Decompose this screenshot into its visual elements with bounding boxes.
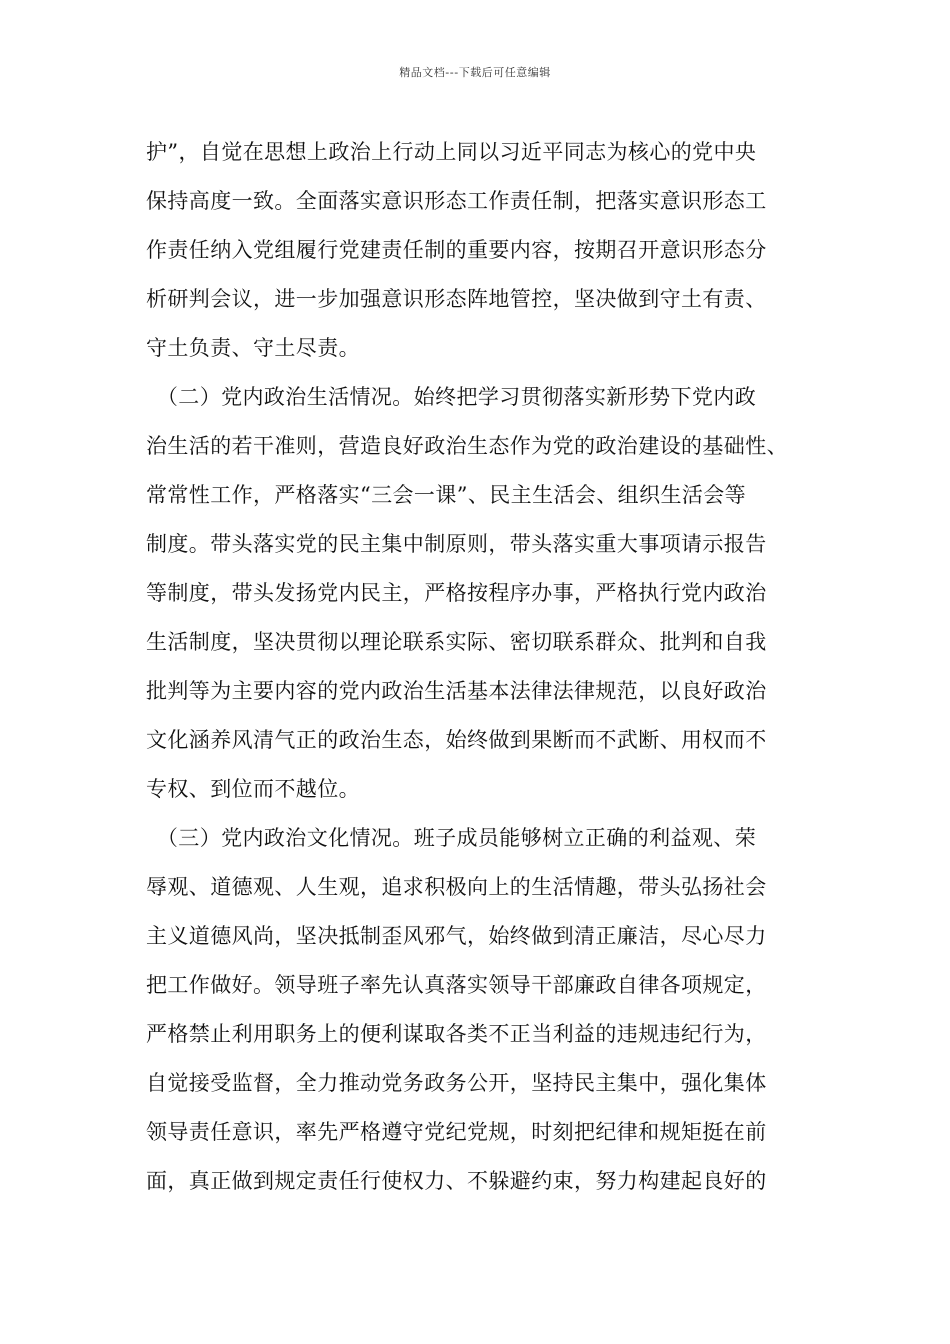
text-line: 护”，自觉在思想上政治上行动上同以习近平同志为核心的党中央 <box>146 140 757 164</box>
text-line: 作责任纳入党组履行党建责任制的重要内容，按期召开意识形态分 <box>146 238 767 262</box>
text-line: 文化涵养风清气正的政治生态，始终做到果断而不武断、用权而不 <box>146 728 767 752</box>
text-line: （二）党内政治生活情况。始终把学习贯彻落实新形势下党内政 <box>146 385 757 409</box>
text-line: 严格禁止利用职务上的便利谋取各类不正当利益的违规违纪行为， <box>146 1022 767 1046</box>
text-line: 制度。带头落实党的民主集中制原则，带头落实重大事项请示报告 <box>146 532 767 556</box>
paragraph-2 <box>146 373 826 814</box>
text-line: 领导责任意识，率先严格遵守党纪党规，时刻把纪律和规矩挺在前 <box>146 1120 767 1144</box>
document-body <box>146 128 826 1206</box>
text-line: 辱观、道德观、人生观，追求积极向上的生活情趣，带头弘扬社会 <box>146 875 767 899</box>
text-line: 专权、到位而不越位。 <box>146 777 360 801</box>
text-line: 常常性工作，严格落实“三会一课”、民主生活会、组织生活会等 <box>146 483 747 507</box>
page-header: 精品文档---下载后可任意编辑 <box>399 66 551 79</box>
text-line: （三）党内政治文化情况。班子成员能够树立正确的利益观、荣 <box>146 826 757 850</box>
text-line: 主义道德风尚，坚决抵制歪风邪气，始终做到清正廉洁，尽心尽力 <box>146 924 767 948</box>
paragraph-1 <box>146 128 826 373</box>
text-line: 把工作做好。领导班子率先认真落实领导干部廉政自律各项规定， <box>146 973 767 997</box>
text-line: 治生活的若干准则，营造良好政治生态作为党的政治建设的基础性、 <box>146 434 788 458</box>
text-line: 批判等为主要内容的党内政治生活基本法律法律规范，以良好政治 <box>146 679 767 703</box>
text-line: 自觉接受监督，全力推动党务政务公开，坚持民主集中，强化集体 <box>146 1071 767 1095</box>
text-line: 生活制度，坚决贯彻以理论联系实际、密切联系群众、批判和自我 <box>146 630 767 654</box>
text-line: 面，真正做到规定责任行使权力、不躲避约束，努力构建起良好的 <box>146 1169 767 1193</box>
text-line: 守土负责、守土尽责。 <box>146 336 360 360</box>
text-line: 保持高度一致。全面落实意识形态工作责任制，把落实意识形态工 <box>146 189 767 213</box>
text-line: 等制度，带头发扬党内民主，严格按程序办事，严格执行党内政治 <box>146 581 767 605</box>
paragraph-3 <box>146 814 826 1206</box>
text-line: 析研判会议，进一步加强意识形态阵地管控，坚决做到守土有责、 <box>146 287 767 311</box>
